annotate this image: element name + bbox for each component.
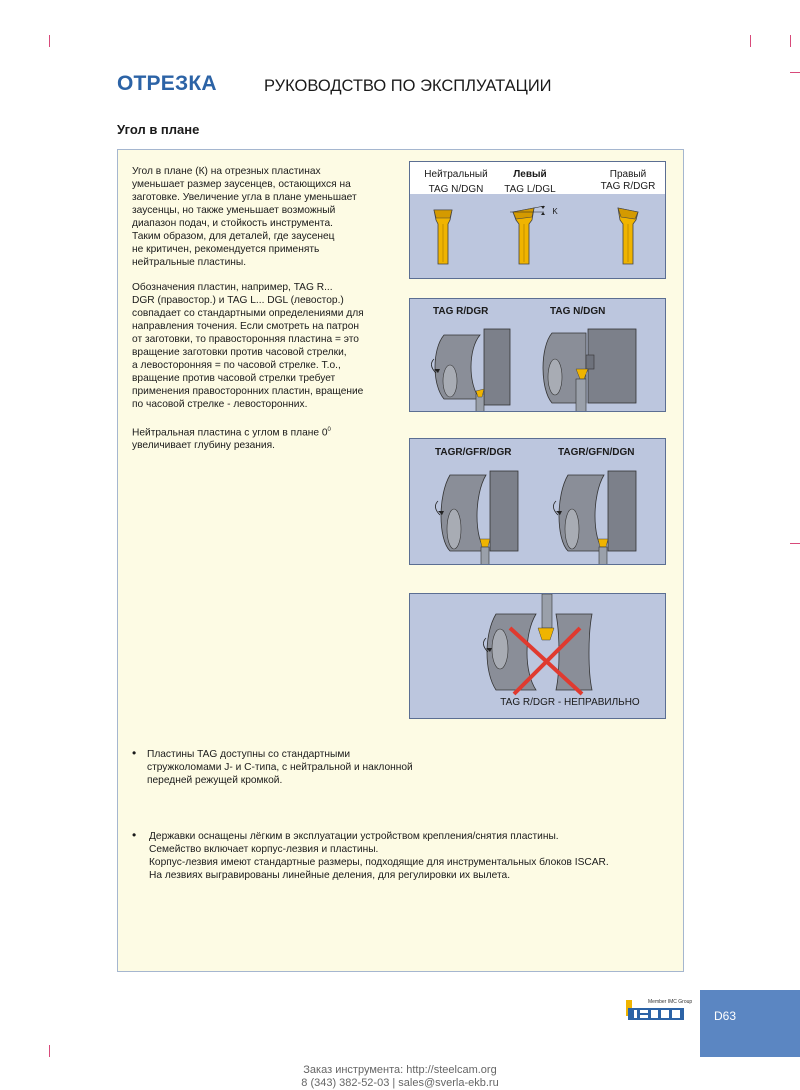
footer-contacts[interactable]: 8 (343) 382-52-03 | sales@sverla-ekb.ru bbox=[301, 1077, 499, 1089]
code-right: TAG R/DGR bbox=[600, 181, 656, 192]
page-number: D63 bbox=[714, 1009, 737, 1023]
code-left: TAG L/DGL bbox=[504, 184, 556, 195]
page-title: ОТРЕЗКА bbox=[117, 72, 217, 95]
figure-insert-types bbox=[409, 161, 666, 279]
workpiece-left bbox=[431, 329, 510, 412]
label-tagr-gfn-dgn: TAGR/GFN/DGN bbox=[558, 447, 635, 458]
page-subtitle: РУКОВОДСТВО ПО ЭКСПЛУАТАЦИИ bbox=[264, 77, 552, 95]
bullet-symbol: • bbox=[132, 828, 137, 842]
figure-designation-compare bbox=[409, 298, 666, 412]
bullet-chipformers: Пластины TAG доступны со стандартными стружколомами J- и С-типа, с нейтральной и наклонной передней режущей кромкой. bbox=[147, 749, 413, 786]
degree-sup: 0 bbox=[327, 427, 331, 433]
label-tag-r-dgr: TAG R/DGR bbox=[433, 306, 489, 317]
crop-mark bbox=[49, 1045, 50, 1057]
label-right: Правый bbox=[609, 169, 647, 180]
angle-k-label: K bbox=[552, 207, 558, 216]
workpiece-gfr bbox=[435, 471, 518, 565]
paragraph-neutral-text: Нейтральная пластина с углом в плане 0 bbox=[132, 427, 328, 439]
bullet-holders: Державки оснащены лёгким в эксплуатации устройством крепления/снятия пластины. Семейство включает корпус-лезвия и пластины. Корпус-лезвия имеют стандартные размеры, подходящие для инструментальных блоков ISCAR. На лезвиях выгравированы линейные деления, для регулировки их вылета. bbox=[149, 831, 609, 881]
code-neutral: TAG N/DGN bbox=[428, 184, 484, 195]
footer-order-link[interactable]: Заказ инструмента: http://steelcam.org bbox=[303, 1064, 497, 1076]
crop-mark bbox=[790, 35, 791, 47]
workpiece-gfn bbox=[553, 471, 636, 565]
paragraph-approach-angle: Угол в плане (К) на отрезных пластинах уменьшает размер заусенцев, остающихся на заготовке. Увеличение угла в плане уменьшает заусенцы, но также уменьшает возможный диапазон подач, и стойкость инструмента. Таким образом, для деталей, где заусенец не критичен, рекомендуется применять нейтральные пластины. bbox=[132, 166, 357, 268]
bullet-symbol: • bbox=[132, 746, 137, 760]
figure-incorrect-usage bbox=[409, 593, 666, 719]
label-left: Левый bbox=[513, 169, 547, 180]
label-tag-n-dgn: TAG N/DGN bbox=[550, 306, 606, 317]
logo-member-text: Member IMC Group bbox=[648, 999, 693, 1005]
crop-mark bbox=[750, 35, 751, 47]
label-neutral: Нейтральный bbox=[424, 169, 488, 180]
workpiece-incorrect bbox=[483, 594, 592, 694]
paragraph-designations: Обозначения пластин, например, TAG R... DGR (правостор.) и TAG L... DGL (левостор.) совпадает со стандартными определениями для направления точения. Если смотреть на патрон от заготовки, то правосторонняя пластина = это вращение заготовки против часовой стрелки, а левосторонняя = по часовой стрелке. Т.о., вращение против часовой стрелки требует применения правосторонних пластин, вращение по часовой стрелке - левосторонних. bbox=[132, 282, 364, 410]
figure-gfr-gfn-compare bbox=[409, 438, 666, 565]
crop-mark bbox=[790, 543, 800, 544]
workpiece-right bbox=[543, 329, 636, 412]
crop-mark bbox=[49, 35, 50, 47]
label-tagr-gfr-dgr: TAGR/GFR/DGR bbox=[435, 447, 512, 458]
right-insert-shape bbox=[618, 208, 638, 264]
section-heading: Угол в плане bbox=[117, 122, 200, 137]
left-insert-shape bbox=[510, 206, 545, 264]
caption-incorrect: TAG R/DGR - НЕПРАВИЛЬНО bbox=[500, 697, 640, 708]
crop-mark bbox=[790, 72, 800, 73]
page-number-tab bbox=[700, 990, 800, 1057]
paragraph-neutral-text-2: увеличивает глубину резания. bbox=[132, 440, 275, 452]
neutral-insert-shape bbox=[434, 210, 452, 264]
paragraph-neutral bbox=[132, 424, 402, 452]
